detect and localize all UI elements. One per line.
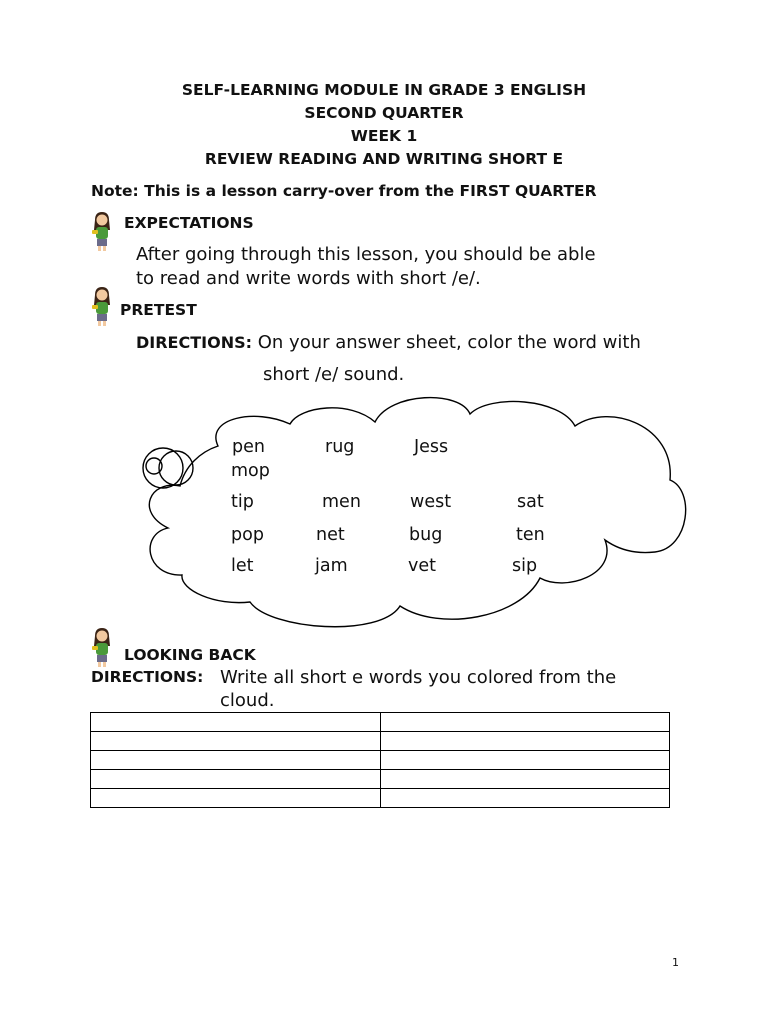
answer-cell[interactable] xyxy=(380,713,670,732)
answer-cell[interactable] xyxy=(91,713,381,732)
page-number: 1 xyxy=(672,956,679,969)
pretest-directions-line-2: short /e/ sound. xyxy=(263,364,405,385)
answer-cell[interactable] xyxy=(380,770,670,789)
expectations-heading: EXPECTATIONS xyxy=(124,214,254,232)
answer-cell[interactable] xyxy=(91,732,381,751)
cloud-word: rug xyxy=(325,437,355,457)
table-row xyxy=(91,770,670,789)
answer-cell[interactable] xyxy=(91,770,381,789)
cloud-word: west xyxy=(410,492,452,512)
table-row xyxy=(91,789,670,808)
table-row xyxy=(91,732,670,751)
answer-cell[interactable] xyxy=(91,789,381,808)
looking-back-directions-label: DIRECTIONS: xyxy=(91,668,204,686)
cloud-word: mop xyxy=(231,461,270,481)
teacher-girl-icon xyxy=(89,626,115,668)
lesson-title: REVIEW READING AND WRITING SHORT E xyxy=(204,150,564,168)
cloud-word: let xyxy=(231,556,254,576)
answer-cell[interactable] xyxy=(380,789,670,808)
pretest-heading: PRETEST xyxy=(120,301,197,319)
looking-back-directions-line-2: cloud. xyxy=(220,690,275,711)
teacher-girl-icon xyxy=(89,210,115,252)
cloud-word: men xyxy=(322,492,361,512)
cloud-word: bug xyxy=(409,525,443,545)
table-row xyxy=(91,751,670,770)
table-row xyxy=(91,713,670,732)
cloud-word: ten xyxy=(516,525,545,545)
cloud-word: sip xyxy=(512,556,538,576)
pretest-directions-label: DIRECTIONS: xyxy=(136,333,253,352)
cloud-word: vet xyxy=(408,556,436,576)
cloud-word: pop xyxy=(231,525,264,545)
thought-cloud xyxy=(0,380,768,650)
expectations-line-2: to read and write words with short /e/. xyxy=(136,268,481,289)
looking-back-directions-line-1: Write all short e words you colored from the xyxy=(220,667,617,688)
teacher-girl-icon xyxy=(89,285,115,327)
cloud-word: jam xyxy=(315,556,348,576)
pretest-directions-line-1: On your answer sheet, color the word with xyxy=(257,332,641,353)
answer-table xyxy=(90,712,670,808)
cloud-word: Jess xyxy=(414,437,449,457)
answer-cell[interactable] xyxy=(91,751,381,770)
answer-cell[interactable] xyxy=(380,751,670,770)
cloud-word: tip xyxy=(231,492,254,512)
quarter-title: SECOND QUARTER xyxy=(304,104,464,122)
answer-cell[interactable] xyxy=(380,732,670,751)
cloud-word: net xyxy=(316,525,345,545)
cloud-word: sat xyxy=(517,492,544,512)
lesson-note: Note: This is a lesson carry-over from the FIRST QUARTER xyxy=(91,182,597,200)
week-title: WEEK 1 xyxy=(350,127,418,145)
module-title: SELF-LEARNING MODULE IN GRADE 3 ENGLISH xyxy=(181,81,587,99)
expectations-line-1: After going through this lesson, you should be able xyxy=(136,244,596,265)
cloud-word: pen xyxy=(232,437,265,457)
looking-back-heading: LOOKING BACK xyxy=(124,646,256,664)
